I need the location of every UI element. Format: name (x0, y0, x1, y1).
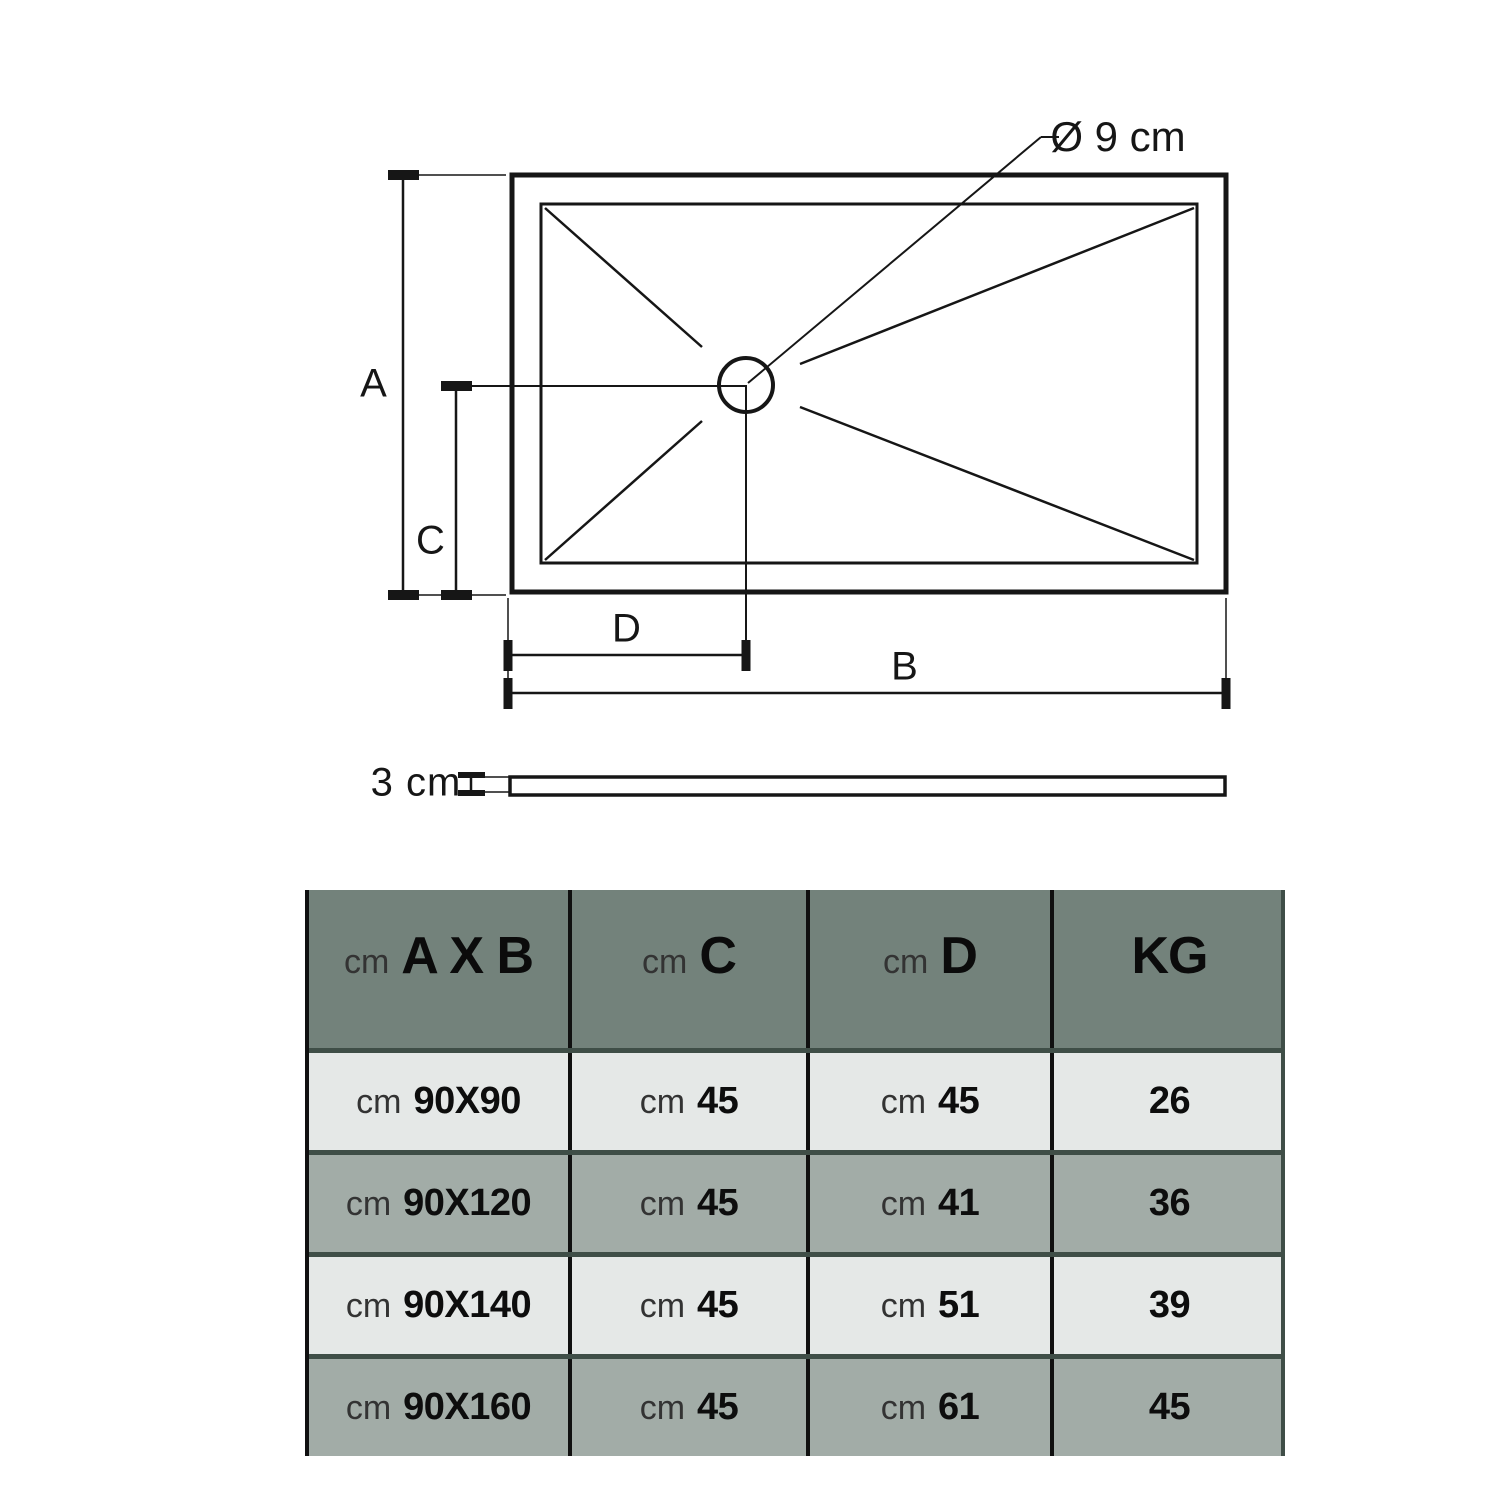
header-c-label: C (699, 927, 736, 985)
unit-label: cm (639, 1389, 686, 1427)
cell-d (806, 1155, 1050, 1252)
value-c: 45 (697, 1386, 739, 1428)
value-d: 45 (938, 1080, 980, 1122)
cell-c (568, 1155, 806, 1252)
unit-label: cm (345, 1185, 392, 1223)
cell-axb (309, 1359, 568, 1456)
dimension-label-c: C (416, 518, 446, 563)
tray-side-profile (510, 777, 1225, 795)
unit-label: cm (343, 943, 390, 981)
spec-table-header-row (309, 890, 1281, 1048)
cell-d (806, 1053, 1050, 1150)
drain-diameter-label: Ø 9 cm (1050, 113, 1186, 160)
thickness-label: 3 cm (370, 760, 462, 805)
header-cell-axb (309, 890, 568, 1048)
value-kg: 26 (1148, 1080, 1191, 1122)
cell-d (806, 1257, 1050, 1354)
value-d: 41 (938, 1182, 980, 1224)
header-d-label: D (940, 927, 977, 985)
basin-slope-diagonals (545, 208, 1194, 560)
unit-label: cm (345, 1389, 392, 1427)
cell-kg (1050, 1155, 1285, 1252)
value-d: 51 (938, 1284, 980, 1326)
value-axb: 90X120 (403, 1182, 532, 1224)
unit-label: cm (639, 1185, 686, 1223)
cell-axb (309, 1053, 568, 1150)
table-row (309, 1354, 1281, 1456)
header-cell-kg (1050, 890, 1285, 1048)
unit-label: cm (883, 943, 929, 981)
dimension-c (441, 386, 472, 595)
cell-c (568, 1257, 806, 1354)
value-kg: 36 (1148, 1182, 1191, 1224)
cell-kg (1050, 1257, 1285, 1354)
unit-label: cm (880, 1287, 927, 1325)
cell-kg (1050, 1359, 1285, 1456)
header-kg-label: KG (1131, 927, 1208, 985)
unit-label: cm (639, 1083, 686, 1121)
cell-c (568, 1359, 806, 1456)
value-c: 45 (697, 1182, 739, 1224)
dimension-label-b: B (891, 644, 919, 689)
table-row (309, 1150, 1281, 1252)
value-c: 45 (697, 1284, 739, 1326)
cell-axb (309, 1257, 568, 1354)
unit-label: cm (639, 1287, 686, 1325)
dimension-label-a: A (360, 361, 388, 406)
header-cell-c (568, 890, 806, 1048)
unit-label: cm (345, 1287, 392, 1325)
unit-label: cm (880, 1389, 927, 1427)
dimension-label-d: D (612, 606, 642, 651)
value-axb: 90X90 (413, 1080, 521, 1122)
unit-label: cm (880, 1083, 927, 1121)
tray-inner-basin (541, 204, 1197, 563)
header-cell-d (806, 890, 1050, 1048)
table-row (309, 1252, 1281, 1354)
table-row (309, 1048, 1281, 1150)
cell-axb (309, 1155, 568, 1252)
header-axb-label: A X B (401, 927, 534, 985)
unit-label: cm (642, 943, 688, 981)
value-kg: 45 (1148, 1386, 1191, 1428)
spec-table (305, 890, 1285, 1456)
value-c: 45 (697, 1080, 739, 1122)
value-axb: 90X140 (403, 1284, 532, 1326)
cell-d (806, 1359, 1050, 1456)
unit-label: cm (356, 1083, 402, 1121)
value-d: 61 (938, 1386, 980, 1428)
value-kg: 39 (1148, 1284, 1191, 1326)
cell-c (568, 1053, 806, 1150)
unit-label: cm (880, 1185, 927, 1223)
dimension-thickness (458, 775, 509, 793)
cell-kg (1050, 1053, 1285, 1150)
value-axb: 90X160 (403, 1386, 532, 1428)
